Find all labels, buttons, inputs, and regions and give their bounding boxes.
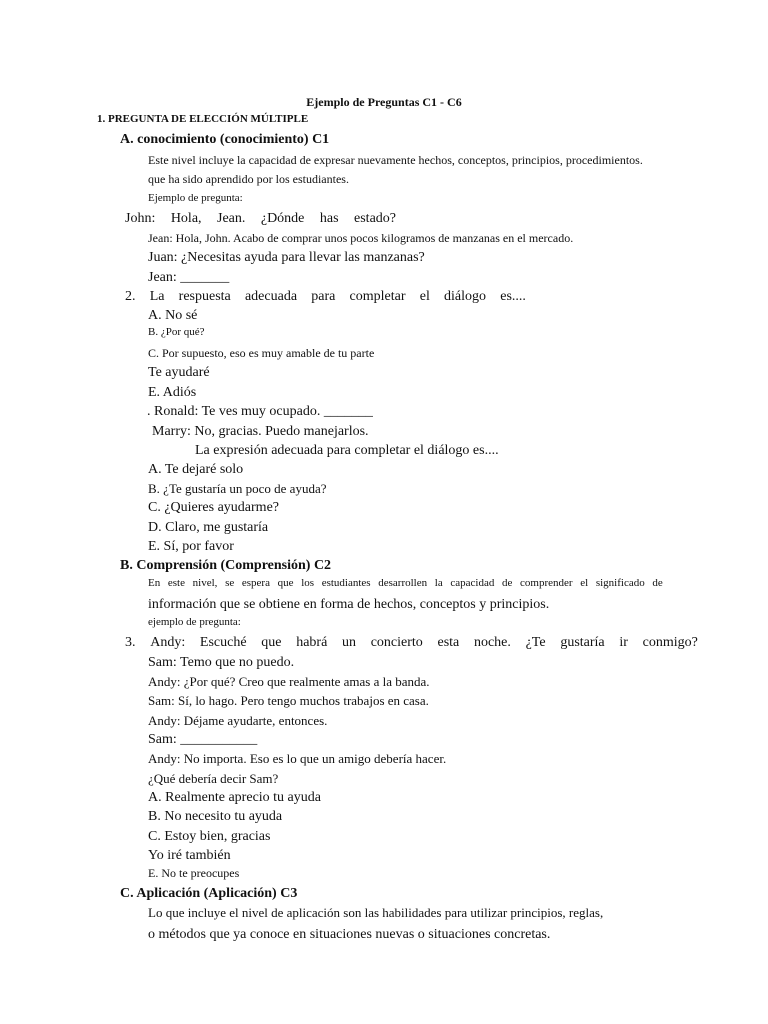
word: 3. [125, 635, 136, 650]
word: habrá [296, 635, 328, 650]
word: que [277, 577, 294, 589]
word: este [167, 577, 185, 589]
word: Jean. [217, 211, 246, 226]
word: el [419, 289, 430, 304]
option-item: E. Adiós [148, 385, 197, 400]
word: Hola, [170, 211, 202, 226]
word: para [311, 289, 336, 304]
option-item: B. ¿Te gustaría un poco de ayuda? [148, 481, 327, 496]
dialog-line: Jean: Hola, John. Acabo de comprar unos pocos kilogramos de manzanas en el mercado. [148, 231, 574, 245]
word: En [148, 577, 161, 589]
question-3-line [125, 636, 698, 650]
question-prompt: La expresión adecuada para completar el diálogo es.... [195, 443, 499, 458]
dialog-line: . Ronald: Te ves muy ocupado. _______ [147, 404, 373, 419]
dialog-line: Marry: No, gracias. Puedo manejarlos. [152, 424, 369, 439]
word: que [261, 635, 282, 650]
dialog-line: Andy: No importa. Eso es lo que un amigo debería hacer. [148, 751, 447, 766]
option-item: C. Estoy bien, gracias [148, 829, 271, 844]
b-example-label: ejemplo de pregunta: [148, 616, 241, 628]
word: respuesta [178, 289, 231, 304]
subsection-b-heading: B. Comprensión (Comprensión) C2 [120, 558, 332, 573]
word: esta [437, 635, 460, 650]
dialog-line: Andy: Déjame ayudarte, entonces. [148, 713, 328, 728]
word: de [652, 577, 663, 589]
word: estudiantes [321, 577, 371, 589]
b-description-line1 [148, 578, 663, 589]
word: has [319, 211, 339, 226]
word: John: [125, 211, 156, 226]
word: noche. [473, 635, 511, 650]
word: de [502, 577, 513, 589]
word: diálogo [444, 289, 487, 304]
word: el [580, 577, 589, 589]
word: adecuada [244, 289, 298, 304]
option-item: A. Te dejaré solo [148, 462, 244, 477]
question-2-line [125, 290, 526, 304]
word: 2. [125, 289, 136, 304]
word: comprender [520, 577, 573, 589]
word: gustaría [560, 635, 605, 650]
word: Andy: [150, 635, 186, 650]
c-description-line2: o métodos que ya conoce en situaciones nuevas o situaciones concretas. [148, 927, 551, 942]
dialog-line: Jean: _______ [148, 270, 230, 285]
dialog-line: Juan: ¿Necesitas ayuda para llevar las manzanas? [148, 250, 425, 265]
subsection-c-heading: C. Aplicación (Aplicación) C3 [120, 886, 298, 901]
word: desarrollen [378, 577, 428, 589]
word: ¿Dónde [260, 211, 305, 226]
word: es.... [500, 289, 526, 304]
option-item: A. No sé [148, 308, 198, 323]
word: conmigo? [642, 635, 698, 650]
option-item: Te ayudaré [148, 365, 210, 380]
word: se [225, 577, 235, 589]
word: la [434, 577, 443, 589]
page-title: Ejemplo de Preguntas C1 - C6 [306, 95, 462, 109]
dialog-line: Sam: Temo que no puedo. [148, 655, 295, 670]
question-1-line [125, 212, 396, 226]
dialog-line: Sam: Sí, lo hago. Pero tengo muchos trabajos en casa. [148, 693, 429, 708]
option-item: B. No necesito tu ayuda [148, 809, 283, 824]
b-description-line2: información que se obtiene en forma de hechos, conceptos y principios. [148, 597, 550, 612]
a-description-line1: Este nivel incluye la capacidad de expresar nuevamente hechos, conceptos, principios, procedimientos. [148, 153, 643, 167]
word: La [149, 289, 165, 304]
a-example-label: Ejemplo de pregunta: [148, 192, 243, 204]
option-item: A. Realmente aprecio tu ayuda [148, 790, 321, 805]
option-item: D. Claro, me gustaría [148, 520, 269, 535]
word: espera [241, 577, 270, 589]
word: capacidad [450, 577, 495, 589]
word: ir [619, 635, 628, 650]
option-item: C. Por supuesto, eso es muy amable de tu parte [148, 346, 375, 360]
section-heading: 1. PREGUNTA DE ELECCIÓN MÚLTIPLE [97, 113, 309, 125]
word: Escuché [199, 635, 247, 650]
option-item: Yo iré también [148, 848, 231, 863]
word: concierto [370, 635, 423, 650]
dialog-line: ¿Qué debería decir Sam? [148, 771, 279, 786]
dialog-line: Sam: ___________ [148, 732, 258, 747]
dialog-line: Andy: ¿Por qué? Creo que realmente amas a la banda. [148, 674, 430, 689]
word: significado [595, 577, 645, 589]
word: nivel, [192, 577, 218, 589]
word: completar [349, 289, 406, 304]
word: los [301, 577, 315, 589]
option-item: B. ¿Por qué? [148, 326, 205, 338]
option-item: C. ¿Quieres ayudarme? [148, 500, 279, 515]
a-description-line2: que ha sido aprendido por los estudiantes. [148, 172, 349, 186]
word: ¿Te [525, 635, 546, 650]
word: estado? [354, 211, 396, 226]
c-description-line1: Lo que incluye el nivel de aplicación son las habilidades para utilizar principios, reglas, [148, 905, 604, 920]
option-item: E. No te preocupes [148, 866, 240, 880]
option-item: E. Sí, por favor [148, 539, 234, 554]
subsection-a-heading: A. conocimiento (conocimiento) C1 [120, 132, 330, 147]
word: un [341, 635, 356, 650]
